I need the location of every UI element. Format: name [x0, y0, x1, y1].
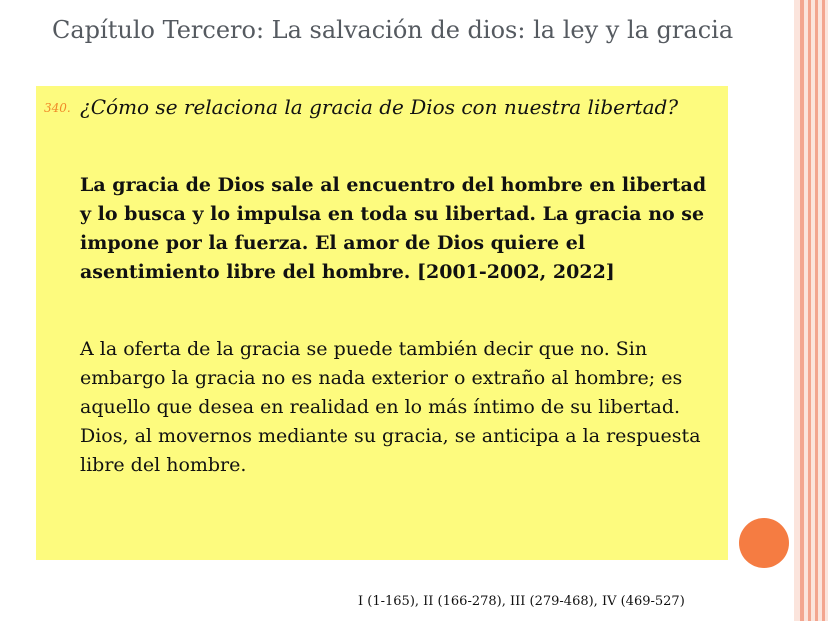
question-text: ¿Cómo se relaciona la gracia de Dios con nuestra libertad?: [80, 95, 679, 119]
decorative-stripe: [808, 0, 811, 621]
answer-explanation: A la oferta de la gracia se puede también decir que no. Sin embargo la gracia no es nada exterior o extraño al hombre; es aquello que desea en realidad en lo más íntimo de su libertad. Dios, al movernos mediante su gracia, se anticipa a la respuesta libre del hombre.: [80, 338, 701, 476]
decorative-stripe: [815, 0, 818, 621]
item-number: 340.: [44, 101, 71, 115]
answer-summary: La gracia de Dios sale al encuentro del hombre en libertad y lo busca y lo impulsa en toda su libertad. La gracia no se impone por la fuerza. El amor de Dios quiere el asentimiento libre del hombre. [2001-2002, 2022]: [80, 174, 707, 283]
next-slide-circle-icon[interactable]: [739, 518, 789, 568]
slide-title: Capítulo Tercero: La salvación de dios: la ley y la gracia: [52, 16, 734, 44]
decorative-stripe: [800, 0, 804, 621]
decorative-stripe: [822, 0, 825, 621]
footer-ranges: I (1-165), II (166-278), III (279-468), IV (469-527): [358, 594, 685, 609]
content-box: [36, 86, 728, 560]
